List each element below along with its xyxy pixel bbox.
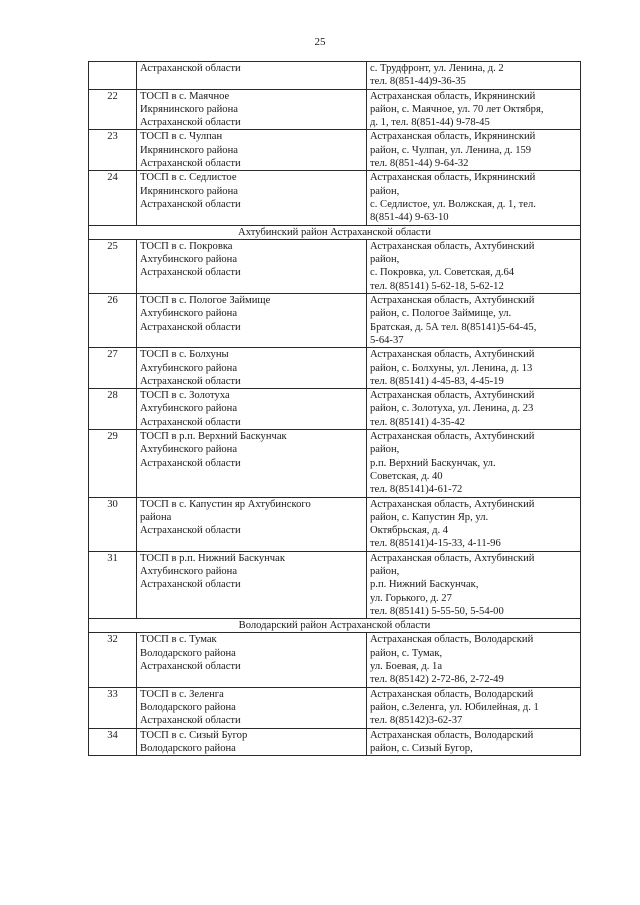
row-number: 27 <box>89 348 137 389</box>
office-name-cell <box>137 89 367 130</box>
address-cell <box>367 497 581 551</box>
table-row <box>89 294 581 348</box>
office-name-line: ТОСП в с. Зеленга <box>140 688 224 700</box>
office-name-line: Володарского района <box>140 742 236 754</box>
office-name-line: Астраханской области <box>140 525 241 537</box>
row-number: 26 <box>89 294 137 348</box>
address-line: район, с. Пологое Займище, ул. <box>370 308 512 320</box>
office-name-line: ТОСП в с. Чулпан <box>140 131 223 143</box>
office-name-line: Володарского района <box>140 647 236 659</box>
address-line: с. Седлистое, ул. Волжская, д. 1, тел. <box>370 198 536 210</box>
section-header: Ахтубинский район Астраханской области <box>89 225 581 239</box>
address-line: Астраханская область, Икрянинский <box>370 90 536 102</box>
address-line: район, с. Сизый Бугор, <box>370 742 473 754</box>
section-header-row <box>89 619 581 633</box>
office-name-line: Астраханской области <box>140 579 241 591</box>
address-cell <box>367 171 581 225</box>
office-name-line: Астраханской области <box>140 375 241 387</box>
office-name-line: ТОСП в с. Болхуны <box>140 349 229 361</box>
address-line: тел. 8(85142) 2-72-86, 2-72-49 <box>370 674 504 686</box>
address-line: Астраханская область, Икрянинский <box>370 131 536 143</box>
address-line: Астраханская область, Володарский <box>370 688 534 700</box>
address-line: Астраханская область, Ахтубинский <box>370 498 535 510</box>
office-name-line: ТОСП в с. Маячное <box>140 90 230 102</box>
table-row <box>89 497 581 551</box>
office-name-line: Ахтубинского района <box>140 254 238 266</box>
office-name-line: Астраханской области <box>140 158 241 170</box>
table-row <box>89 728 581 756</box>
address-line: тел. 8(85141) 5-55-50, 5-54-00 <box>370 605 504 617</box>
address-cell <box>367 294 581 348</box>
office-name-cell <box>137 171 367 225</box>
row-number: 28 <box>89 389 137 430</box>
office-name-line: ТОСП в с. Сизый Бугор <box>140 729 248 741</box>
office-name-line: Астраханской области <box>140 457 241 469</box>
table-body <box>89 62 581 756</box>
address-line: Астраханская область, Ахтубинский <box>370 552 535 564</box>
table-row <box>89 62 581 90</box>
address-line: район, с. Золотуха, ул. Ленина, д. 23 <box>370 403 534 415</box>
address-cell <box>367 389 581 430</box>
table-row <box>89 130 581 171</box>
page-number: 25 <box>314 36 326 48</box>
table-row <box>89 89 581 130</box>
table-row <box>89 430 581 497</box>
office-name-cell <box>137 497 367 551</box>
office-name-line: ТОСП в с. Седлистое <box>140 172 237 184</box>
address-line: район, с. Тумак, <box>370 647 443 659</box>
office-name-line: Астраханской области <box>140 715 241 727</box>
office-name-line: ТОСП в с. Капустин яр Ахтубинского <box>140 498 311 510</box>
address-line: Октябрьская, д. 4 <box>370 525 449 537</box>
office-name-line: ТОСП в с. Покровка <box>140 240 233 252</box>
row-number: 25 <box>89 239 137 293</box>
office-name-cell <box>137 551 367 618</box>
office-name-cell <box>137 389 367 430</box>
address-line: Астраханская область, Ахтубинский <box>370 431 535 443</box>
address-cell <box>367 62 581 90</box>
address-cell <box>367 687 581 728</box>
address-line: Астраханская область, Икрянинский <box>370 172 536 184</box>
office-name-cell <box>137 294 367 348</box>
address-line: Астраханская область, Ахтубинский <box>370 240 535 252</box>
office-name-line: ТОСП в с. Тумак <box>140 634 217 646</box>
office-name-cell <box>137 348 367 389</box>
address-cell <box>367 89 581 130</box>
address-line: район, с. Чулпан, ул. Ленина, д. 159 <box>370 144 532 156</box>
office-name-line: ТОСП в с. Золотуха <box>140 390 230 402</box>
address-line: тел. 8(85141) 4-45-83, 4-45-19 <box>370 375 504 387</box>
row-number <box>89 62 137 90</box>
address-line: 8(851-44) 9-63-10 <box>370 212 449 224</box>
address-line: д. 1, тел. 8(851-44) 9-78-45 <box>370 117 490 129</box>
office-name-line: Икрянинского района <box>140 103 238 115</box>
office-name-cell <box>137 728 367 756</box>
address-line: район, с. Капустин Яр, ул. <box>370 511 489 523</box>
office-name-line: Володарского района <box>140 701 236 713</box>
office-name-line: Астраханской области <box>140 267 241 279</box>
office-name-cell <box>137 430 367 497</box>
table-row <box>89 687 581 728</box>
section-header-row <box>89 225 581 239</box>
address-line: тел. 8(85141)4-15-33, 4-11-96 <box>370 538 501 550</box>
table-row <box>89 551 581 618</box>
address-line: ул. Боевая, д. 1а <box>370 661 443 673</box>
address-line: район, <box>370 254 400 266</box>
row-number: 24 <box>89 171 137 225</box>
address-line: район, <box>370 185 400 197</box>
office-name-line: Астраханской области <box>140 321 241 333</box>
office-name-cell <box>137 62 367 90</box>
address-line: Астраханская область, Володарский <box>370 634 534 646</box>
address-line: тел. 8(851-44) 9-64-32 <box>370 158 469 170</box>
office-name-line: Астраханской области <box>140 198 241 210</box>
office-name-line: Ахтубинского района <box>140 403 238 415</box>
office-name-cell <box>137 687 367 728</box>
address-line: тел. 8(85141) 4-35-42 <box>370 416 465 428</box>
address-line: 5-64-37 <box>370 334 404 346</box>
office-name-line: Икрянинского района <box>140 144 238 156</box>
address-cell <box>367 728 581 756</box>
address-line: тел. 8(85141) 5-62-18, 5-62-12 <box>370 280 504 292</box>
address-line: район, с.Зеленга, ул. Юбилейная, д. 1 <box>370 701 539 713</box>
row-number: 30 <box>89 497 137 551</box>
office-name-cell <box>137 239 367 293</box>
address-line: тел. 8(85141)4-61-72 <box>370 484 463 496</box>
address-line: Советская, д. 40 <box>370 470 443 482</box>
office-name-line: ТОСП в р.п. Нижний Баскунчак <box>140 552 285 564</box>
table-row <box>89 633 581 687</box>
table-row <box>89 171 581 225</box>
office-name-cell <box>137 633 367 687</box>
address-cell <box>367 130 581 171</box>
address-line: Астраханская область, Ахтубинский <box>370 295 535 307</box>
address-cell <box>367 633 581 687</box>
office-name-line: Ахтубинского района <box>140 308 238 320</box>
address-line: с. Трудфронт, ул. Ленина, д. 2 <box>370 63 504 74</box>
address-line: Астраханская область, Володарский <box>370 729 534 741</box>
address-line: район, с. Маячное, ул. 70 лет Октября, <box>370 103 544 115</box>
office-name-line: Икрянинского района <box>140 185 238 197</box>
address-line: ул. Горького, д. 27 <box>370 592 452 604</box>
office-name-line: Ахтубинского района <box>140 565 238 577</box>
office-name-line: Астраханской области <box>140 416 241 428</box>
address-cell <box>367 239 581 293</box>
address-line: район, <box>370 565 400 577</box>
address-line: р.п. Верхний Баскунчак, ул. <box>370 457 496 469</box>
offices-table <box>88 61 581 756</box>
row-number: 29 <box>89 430 137 497</box>
office-name-line: Астраханской области <box>140 63 241 74</box>
table-row <box>89 389 581 430</box>
row-number: 23 <box>89 130 137 171</box>
row-number: 33 <box>89 687 137 728</box>
address-line: Братская, д. 5А тел. 8(85141)5-64-45, <box>370 321 537 333</box>
office-name-line: ТОСП в р.п. Верхний Баскунчак <box>140 431 287 443</box>
section-header: Володарский район Астраханской области <box>89 619 581 633</box>
address-line: Астраханская область, Ахтубинский <box>370 349 535 361</box>
office-name-line: Астраханской области <box>140 117 241 129</box>
table-row <box>89 239 581 293</box>
office-name-line: Астраханской области <box>140 661 241 673</box>
address-cell <box>367 430 581 497</box>
row-number: 32 <box>89 633 137 687</box>
office-name-line: Ахтубинского района <box>140 444 238 456</box>
address-line: район, с. Болхуны, ул. Ленина, д. 13 <box>370 362 533 374</box>
address-line: тел. 8(85142)3-62-37 <box>370 715 463 727</box>
office-name-cell <box>137 130 367 171</box>
address-line: с. Покровка, ул. Советская, д.64 <box>370 267 515 279</box>
office-name-line: района <box>140 511 172 523</box>
row-number: 31 <box>89 551 137 618</box>
address-line: тел. 8(851-44)9-36-35 <box>370 76 466 88</box>
address-line: район, <box>370 444 400 456</box>
office-name-line: Ахтубинского района <box>140 362 238 374</box>
table-row <box>89 348 581 389</box>
office-name-line: ТОСП в с. Пологое Займище <box>140 295 271 307</box>
address-cell <box>367 348 581 389</box>
address-cell <box>367 551 581 618</box>
row-number: 22 <box>89 89 137 130</box>
row-number: 34 <box>89 728 137 756</box>
address-line: Астраханская область, Ахтубинский <box>370 390 535 402</box>
address-line: р.п. Нижний Баскунчак, <box>370 579 479 591</box>
